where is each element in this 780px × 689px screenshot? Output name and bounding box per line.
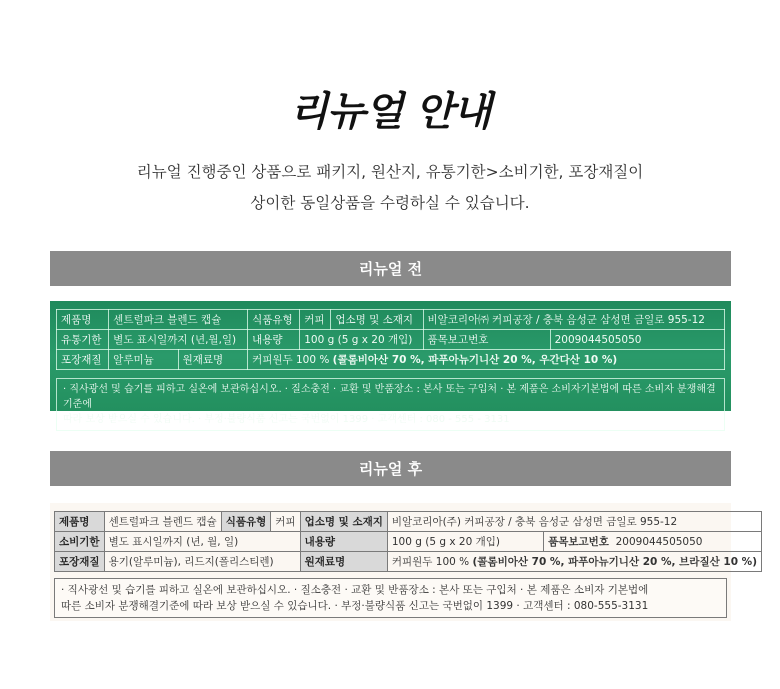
- after-heading-bar: [50, 451, 731, 486]
- table-header: 내용량: [248, 330, 300, 350]
- table-header: 업소명 및 소재지: [300, 512, 387, 532]
- table-header: 업소명 및 소재지: [331, 310, 423, 330]
- table-cell: 별도 표시일까지 (년, 월, 일): [104, 532, 300, 552]
- table-header: 포장재질: [57, 350, 109, 370]
- description-line-1: 리뉴얼 진행중인 상품으로 패키지, 원산지, 유통기한>소비기한, 포장재질이: [136, 163, 644, 181]
- ingredient-main: 커피원두 100 %: [391, 556, 470, 568]
- note-line: · 직사광선 및 습기를 피하고 실온에 보관하십시오. · 질소충전 · 교환 및 반품장소 : 본사 또는 구입처 · 본 제품은 소비자 기본법에: [61, 584, 649, 596]
- table-cell: [387, 532, 543, 552]
- after-notes: [54, 578, 727, 618]
- table-header: 식품유형: [221, 512, 271, 532]
- table-cell: 별도 표시일까지 (년,월,일): [109, 330, 248, 350]
- page-title: 리뉴얼 안내: [289, 89, 491, 135]
- note-line: 따라 보상 받으실 수 있습니다. · 부정·불량식품 신고는 국번없이 1399 · 고객센터 : 080 - 555 - 3131: [63, 414, 510, 425]
- table-cell: 비알코리아㈜ 커피공장 / 충북 음성군 삼성면 금일로 955-12: [423, 310, 725, 330]
- table-header: 내용량: [300, 532, 387, 552]
- table-cell: 2009044505050: [550, 330, 724, 350]
- table-cell: 비알코리아(주) 커피공장 / 충북 음성군 삼성면 금일로 955-12: [387, 512, 761, 532]
- table-header: 유통기한: [57, 330, 109, 350]
- description-line-2: 상이한 동일상품을 수령하실 수 있습니다.: [250, 194, 530, 212]
- table-row: [57, 350, 725, 370]
- before-notes: [56, 378, 725, 431]
- table-row: [55, 552, 762, 572]
- table-header: 품목보고번호: [423, 330, 550, 350]
- table-cell: [248, 350, 725, 370]
- table-header: 원재료명: [300, 552, 387, 572]
- table-row: [55, 512, 762, 532]
- before-heading: 리뉴얼 전: [358, 260, 423, 278]
- table-header: 제품명: [55, 512, 105, 532]
- note-line: 따른 소비자 분쟁해결기준에 따라 보상 받으실 수 있습니다. · 부정·불량식품 신고는 국번없이 1399 · 고객센터 : 080-555-3131: [61, 600, 649, 612]
- table-header: 소비기한: [55, 532, 105, 552]
- table-row: [57, 310, 725, 330]
- table-row: [55, 532, 762, 552]
- after-info-table: [54, 511, 762, 572]
- table-cell: 센트럴파크 블렌드 캡슐: [104, 512, 221, 532]
- table-cell: 알루미늄: [109, 350, 178, 370]
- table-cell: 100 g (5 g x 20 개입): [300, 330, 423, 350]
- table-cell: 용기(알루미늄), 리드지(폴리스티렌): [104, 552, 300, 572]
- table-header: 원재료명: [178, 350, 247, 370]
- report-number-label: 품목보고번호: [548, 536, 609, 548]
- after-heading: 리뉴얼 후: [358, 460, 423, 478]
- table-header: 제품명: [57, 310, 109, 330]
- before-heading-bar: [50, 251, 731, 286]
- table-cell: [544, 532, 762, 552]
- table-row: [57, 330, 725, 350]
- before-info-table: [56, 309, 725, 370]
- table-header: 포장재질: [55, 552, 105, 572]
- table-cell: 센트럴파크 블렌드 캡슐: [109, 310, 248, 330]
- ingredient-main: 커피원두 100 %: [252, 354, 330, 366]
- ingredient-origin: (콜롬비아산 70 %, 파푸아뉴기니산 20 %, 브라질산 10 %): [472, 556, 757, 568]
- after-label-image: [50, 503, 757, 621]
- table-cell: 커피: [271, 512, 300, 532]
- table-cell: [387, 552, 761, 572]
- note-line: · 직사광선 및 습기를 피하고 실온에 보관하십시오. · 질소충전 · 교환 및 반품장소 : 본사 또는 구입처 · 본 제품은 소비자기본법에 따른 소비자 분쟁해결기준에: [63, 384, 716, 410]
- table-header: 식품유형: [248, 310, 300, 330]
- ingredient-origin: (콜롬비아산 70 %, 파푸아뉴기니산 20 %, 우간다산 10 %): [332, 354, 618, 366]
- report-number-value: 2009044505050: [615, 536, 703, 548]
- table-cell: 커피: [300, 310, 331, 330]
- quantity-value: 100 g (5 g x 20 개입): [391, 536, 501, 548]
- before-label-image: [50, 301, 731, 425]
